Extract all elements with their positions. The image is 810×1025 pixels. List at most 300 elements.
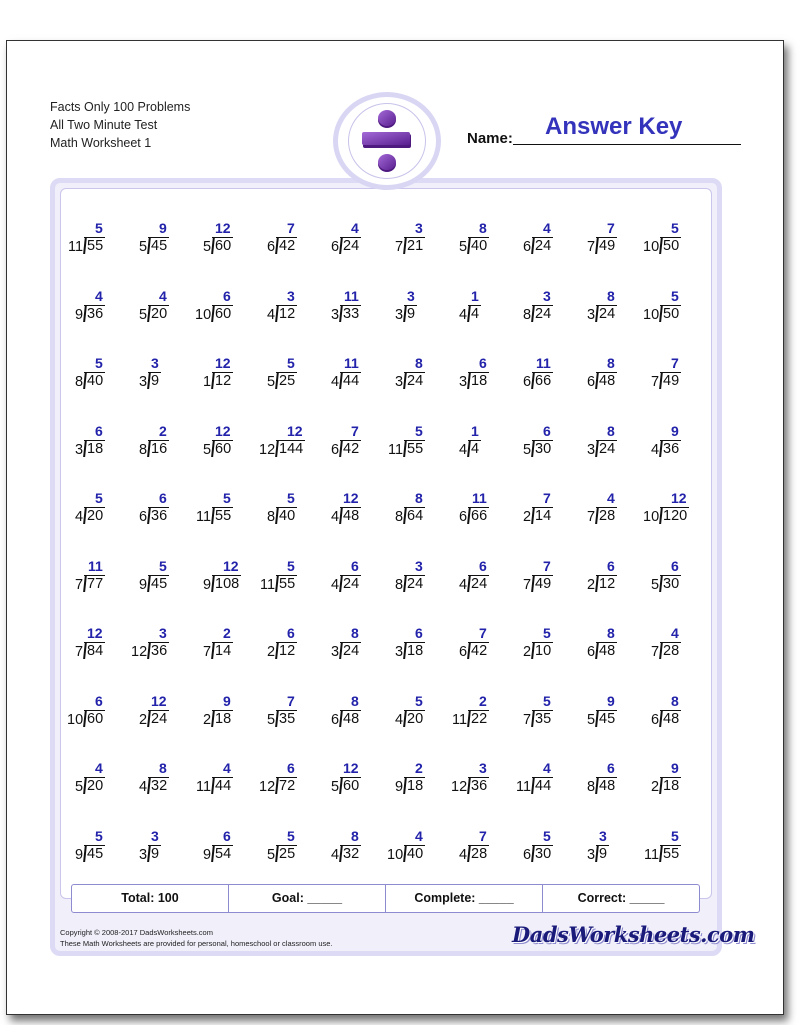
dividend: 32 [340, 845, 361, 862]
divisor: 4 [395, 711, 404, 728]
quotient-answer: 5 [95, 220, 103, 236]
quotient-answer: 1 [471, 422, 479, 439]
quotient-answer: 5 [287, 827, 295, 844]
quotient-answer: 5 [543, 692, 551, 709]
divisor: 7 [523, 576, 532, 593]
dividend: 40 [84, 372, 105, 389]
divisor: 2 [651, 779, 660, 795]
divisor: 3 [459, 374, 468, 390]
quotient-answer: 8 [607, 625, 615, 641]
dividend: 12 [276, 305, 297, 322]
divisor: 5 [523, 441, 532, 458]
divisor: 12 [451, 779, 468, 795]
quotient-answer: 4 [223, 760, 231, 776]
divisor: 3 [331, 644, 340, 660]
dividend: 35 [276, 710, 297, 727]
division-problem [254, 548, 314, 593]
division-problem [510, 750, 570, 795]
divisor: 4 [331, 576, 340, 593]
dividend: 24 [404, 372, 425, 389]
division-problem [62, 818, 122, 863]
division-problem [318, 345, 378, 390]
dividend: 144 [276, 440, 305, 457]
header-line-3: Math Worksheet 1 [50, 136, 152, 150]
divisor: 3 [395, 306, 404, 323]
dividend: 4 [468, 440, 481, 457]
divisor: 4 [139, 779, 148, 795]
quotient-answer: 8 [351, 827, 359, 844]
header-line-2: All Two Minute Test [50, 118, 158, 132]
quotient-answer: 4 [543, 760, 551, 776]
dividend: 28 [468, 845, 489, 862]
worksheet-header [50, 98, 190, 152]
divisor: 12 [131, 644, 148, 660]
quotient-answer: 5 [159, 557, 167, 574]
divisor: 4 [459, 846, 468, 863]
dividend: 45 [596, 710, 617, 727]
division-sign-icon [357, 109, 417, 175]
dividend: 24 [596, 305, 617, 322]
division-problem [190, 480, 250, 525]
copyright [60, 927, 333, 949]
dividend: 24 [340, 237, 361, 254]
dividend: 44 [532, 777, 553, 794]
divisor: 11 [196, 509, 212, 525]
division-problem [190, 750, 250, 795]
quotient-answer: 6 [543, 422, 551, 439]
dividend: 36 [148, 507, 169, 524]
division-problem [190, 413, 250, 458]
divisor: 9 [75, 306, 84, 323]
dividend: 24 [340, 642, 361, 659]
quotient-answer: 12 [671, 490, 687, 506]
division-problem [62, 750, 122, 795]
quotient-answer: 7 [287, 692, 295, 709]
divisor: 6 [523, 239, 532, 255]
dividend: 72 [276, 777, 297, 794]
quotient-answer: 11 [88, 557, 103, 574]
name-value: Answer Key [545, 113, 683, 140]
dividend: 48 [596, 777, 617, 794]
division-problem [446, 413, 506, 458]
quotient-answer: 8 [671, 692, 679, 709]
divisor: 7 [523, 711, 532, 728]
dividend: 28 [660, 642, 681, 659]
division-problem [574, 480, 634, 525]
divisor: 3 [395, 374, 404, 390]
quotient-answer: 3 [287, 287, 295, 304]
dividend: 60 [212, 440, 233, 457]
dividend: 40 [276, 507, 297, 524]
quotient-answer: 7 [607, 220, 615, 236]
division-problem [254, 750, 314, 795]
dividend: 42 [276, 237, 297, 254]
division-problem [382, 548, 442, 593]
quotient-answer: 5 [543, 827, 551, 844]
division-problem [574, 278, 634, 323]
division-problem [62, 413, 122, 458]
quotient-answer: 3 [415, 557, 423, 574]
division-problem [254, 480, 314, 525]
quotient-answer: 12 [215, 220, 231, 236]
division-problem [62, 345, 122, 390]
dividend: 48 [660, 710, 681, 727]
dividend: 42 [340, 440, 361, 457]
division-problem [574, 548, 634, 593]
divisor: 12 [259, 779, 276, 795]
division-problem [510, 615, 570, 660]
quotient-answer: 5 [287, 355, 295, 371]
quotient-answer: 7 [479, 625, 487, 641]
divisor: 4 [651, 441, 660, 458]
quotient-answer: 1 [471, 287, 479, 304]
quotient-answer: 9 [671, 760, 679, 776]
divisor: 5 [651, 576, 660, 593]
divisor: 2 [523, 509, 532, 525]
header-line-1: Facts Only 100 Problems [50, 100, 191, 114]
division-problem [190, 683, 250, 728]
divisor: 3 [395, 644, 404, 660]
division-problem [318, 210, 378, 255]
dividend: 36 [148, 642, 169, 659]
division-problem [126, 683, 186, 728]
problems-grid [62, 210, 702, 870]
quotient-answer: 12 [223, 557, 239, 574]
quotient-answer: 7 [287, 220, 295, 236]
divisor: 8 [267, 509, 276, 525]
division-problem [382, 278, 442, 323]
division-problem [638, 345, 698, 390]
quotient-answer: 12 [343, 760, 359, 776]
divisor: 8 [75, 374, 84, 390]
dividend: 42 [468, 642, 489, 659]
division-problem [638, 750, 698, 795]
dividend: 49 [660, 372, 681, 389]
correct-cell: Correct: _____ [577, 891, 665, 905]
quotient-answer: 9 [159, 220, 167, 236]
division-problem [446, 345, 506, 390]
dividend: 49 [532, 575, 553, 592]
divisor: 2 [267, 644, 276, 660]
division-problem [318, 683, 378, 728]
quotient-answer: 6 [479, 355, 487, 371]
quotient-answer: 8 [607, 422, 615, 439]
division-problem [638, 818, 698, 863]
dividend: 12 [596, 575, 617, 592]
division-problem [638, 413, 698, 458]
dividend: 45 [148, 237, 169, 254]
dividend: 48 [596, 372, 617, 389]
copyright-line-1: Copyright © 2008-2017 DadsWorksheets.com [60, 928, 213, 937]
dividend: 9 [148, 372, 161, 389]
division-problem [190, 615, 250, 660]
dividend: 20 [148, 305, 169, 322]
division-problem [446, 683, 506, 728]
dividend: 30 [660, 575, 681, 592]
divisor: 3 [75, 441, 84, 458]
quotient-answer: 3 [151, 827, 159, 844]
divisor: 6 [331, 711, 340, 728]
divisor: 4 [75, 509, 84, 525]
division-problem [510, 210, 570, 255]
dividend: 10 [532, 642, 553, 659]
quotient-answer: 5 [95, 827, 103, 844]
divisor: 5 [267, 711, 276, 728]
dividend: 9 [404, 305, 417, 322]
division-problem [126, 210, 186, 255]
quotient-answer: 4 [671, 625, 679, 641]
complete-cell: Complete: _____ [386, 885, 543, 912]
divisor: 6 [331, 441, 340, 458]
quotient-answer: 3 [151, 355, 159, 371]
division-problem [382, 615, 442, 660]
divisor: 8 [395, 509, 404, 525]
quotient-answer: 5 [415, 692, 423, 709]
quotient-answer: 11 [536, 355, 551, 371]
divisor: 2 [139, 711, 148, 728]
total-cell: Total: 100 [72, 885, 229, 912]
divisor: 6 [459, 644, 468, 660]
dividend: 14 [532, 507, 553, 524]
quotient-answer: 3 [599, 827, 607, 844]
divisor: 5 [331, 779, 340, 795]
dividend: 18 [660, 777, 681, 794]
quotient-answer: 4 [607, 490, 615, 506]
division-problem [254, 278, 314, 323]
divisor: 6 [587, 374, 596, 390]
quotient-answer: 2 [159, 422, 167, 439]
division-problem [62, 548, 122, 593]
divisor: 7 [395, 239, 404, 255]
quotient-answer: 4 [415, 827, 423, 844]
divisor: 12 [259, 441, 276, 458]
dividend: 20 [404, 710, 425, 727]
dividend: 44 [340, 372, 361, 389]
divisor: 9 [139, 576, 148, 593]
logo-badge [333, 92, 441, 190]
quotient-answer: 2 [223, 625, 231, 641]
dividend: 66 [532, 372, 553, 389]
division-problem [254, 413, 314, 458]
division-problem [318, 413, 378, 458]
dividend: 84 [84, 642, 105, 659]
quotient-answer: 8 [159, 760, 167, 776]
divisor: 6 [523, 374, 532, 390]
divisor: 7 [75, 576, 84, 593]
divisor: 7 [203, 644, 212, 660]
divisor: 2 [523, 644, 532, 660]
quotient-answer: 8 [415, 490, 423, 506]
dividend: 18 [404, 642, 425, 659]
divisor: 9 [203, 846, 212, 863]
division-problem [126, 278, 186, 323]
brand-logo: DadsWorksheets.com [512, 922, 755, 947]
divisor: 6 [651, 711, 660, 728]
division-problem [190, 278, 250, 323]
dividend: 50 [660, 305, 681, 322]
dividend: 36 [660, 440, 681, 457]
dividend: 20 [84, 777, 105, 794]
dividend: 12 [212, 372, 233, 389]
division-problem [446, 210, 506, 255]
dividend: 9 [596, 845, 609, 862]
division-problem [318, 480, 378, 525]
divisor: 6 [459, 509, 468, 525]
dividend: 24 [404, 575, 425, 592]
divisor: 3 [587, 846, 596, 863]
divisor: 5 [459, 239, 468, 255]
division-problem [574, 818, 634, 863]
quotient-answer: 4 [95, 760, 103, 776]
quotient-answer: 5 [287, 490, 295, 506]
quotient-answer: 5 [415, 422, 423, 439]
dividend: 30 [532, 440, 553, 457]
quotient-answer: 9 [607, 692, 615, 709]
quotient-answer: 3 [543, 287, 551, 304]
quotient-answer: 6 [287, 760, 295, 776]
quotient-answer: 12 [215, 422, 231, 439]
dividend: 24 [532, 305, 553, 322]
quotient-answer: 8 [415, 355, 423, 371]
dividend: 35 [532, 710, 553, 727]
division-problem [510, 278, 570, 323]
division-problem [638, 278, 698, 323]
division-problem [62, 480, 122, 525]
division-problem [510, 480, 570, 525]
division-problem [190, 345, 250, 390]
quotient-answer: 6 [351, 557, 359, 574]
dividend: 30 [532, 845, 553, 862]
dividend: 64 [404, 507, 425, 524]
division-problem [638, 615, 698, 660]
division-problem [62, 683, 122, 728]
division-problem [446, 480, 506, 525]
division-problem [126, 413, 186, 458]
quotient-answer: 6 [671, 557, 679, 574]
quotient-answer: 6 [95, 692, 103, 709]
dividend: 21 [404, 237, 425, 254]
divisor: 8 [587, 779, 596, 795]
quotient-answer: 3 [407, 287, 415, 304]
divisor: 4 [459, 576, 468, 593]
divisor: 7 [75, 644, 84, 660]
division-problem [574, 750, 634, 795]
division-problem [638, 210, 698, 255]
division-problem [254, 683, 314, 728]
division-problem [318, 750, 378, 795]
divisor: 2 [587, 576, 596, 593]
division-problem [446, 278, 506, 323]
dividend: 55 [660, 845, 681, 862]
division-problem [574, 210, 634, 255]
quotient-answer: 5 [223, 490, 231, 506]
divisor: 11 [388, 441, 404, 458]
divisor: 8 [395, 576, 404, 593]
divisor: 5 [203, 441, 212, 458]
name-underline [513, 144, 741, 145]
dividend: 49 [596, 237, 617, 254]
division-problem [574, 683, 634, 728]
divisor: 3 [139, 846, 148, 863]
divisor: 11 [68, 239, 84, 255]
quotient-answer: 12 [287, 422, 303, 439]
quotient-answer: 7 [479, 827, 487, 844]
divisor: 3 [587, 441, 596, 458]
divisor: 5 [75, 779, 84, 795]
dividend: 60 [212, 237, 233, 254]
division-problem [446, 548, 506, 593]
divisor: 7 [651, 644, 660, 660]
division-problem [446, 818, 506, 863]
dividend: 22 [468, 710, 489, 727]
division-problem [62, 615, 122, 660]
quotient-answer: 8 [479, 220, 487, 236]
divisor: 4 [331, 846, 340, 863]
dividend: 20 [84, 507, 105, 524]
quotient-answer: 5 [671, 220, 679, 236]
dividend: 12 [276, 642, 297, 659]
quotient-answer: 6 [415, 625, 423, 641]
division-problem [638, 480, 698, 525]
quotient-answer: 5 [287, 557, 295, 574]
quotient-answer: 12 [343, 490, 359, 506]
quotient-answer: 7 [543, 490, 551, 506]
quotient-answer: 11 [344, 287, 359, 304]
division-problem [510, 683, 570, 728]
divisor: 4 [331, 374, 340, 390]
dividend: 45 [84, 845, 105, 862]
dividend: 25 [276, 372, 297, 389]
dividend: 36 [468, 777, 489, 794]
quotient-answer: 5 [671, 287, 679, 304]
divisor: 7 [587, 239, 596, 255]
division-problem [382, 480, 442, 525]
quotient-answer: 6 [159, 490, 167, 506]
quotient-answer: 5 [671, 827, 679, 844]
divisor: 11 [196, 779, 212, 795]
quotient-answer: 6 [607, 760, 615, 776]
divisor: 1 [203, 374, 212, 390]
quotient-answer: 3 [159, 625, 167, 641]
quotient-answer: 12 [151, 692, 167, 709]
dividend: 33 [340, 305, 361, 322]
divisor: 10 [643, 306, 660, 323]
divisor: 5 [267, 374, 276, 390]
dividend: 55 [84, 237, 105, 254]
quotient-answer: 6 [287, 625, 295, 641]
division-problem [510, 413, 570, 458]
divisor: 10 [195, 306, 212, 323]
goal-cell: Goal: _____ [229, 885, 386, 912]
divisor: 8 [139, 441, 148, 458]
division-problem [126, 750, 186, 795]
divisor: 4 [459, 306, 468, 323]
division-problem [126, 548, 186, 593]
dividend: 24 [596, 440, 617, 457]
dividend: 40 [468, 237, 489, 254]
dividend: 48 [596, 642, 617, 659]
divisor: 3 [331, 306, 340, 323]
dividend: 60 [84, 710, 105, 727]
dividend: 48 [340, 710, 361, 727]
quotient-answer: 9 [671, 422, 679, 439]
quotient-answer: 6 [95, 422, 103, 439]
divisor: 5 [203, 239, 212, 255]
dividend: 60 [340, 777, 361, 794]
division-problem [318, 278, 378, 323]
dividend: 55 [276, 575, 297, 592]
quotient-answer: 7 [543, 557, 551, 574]
